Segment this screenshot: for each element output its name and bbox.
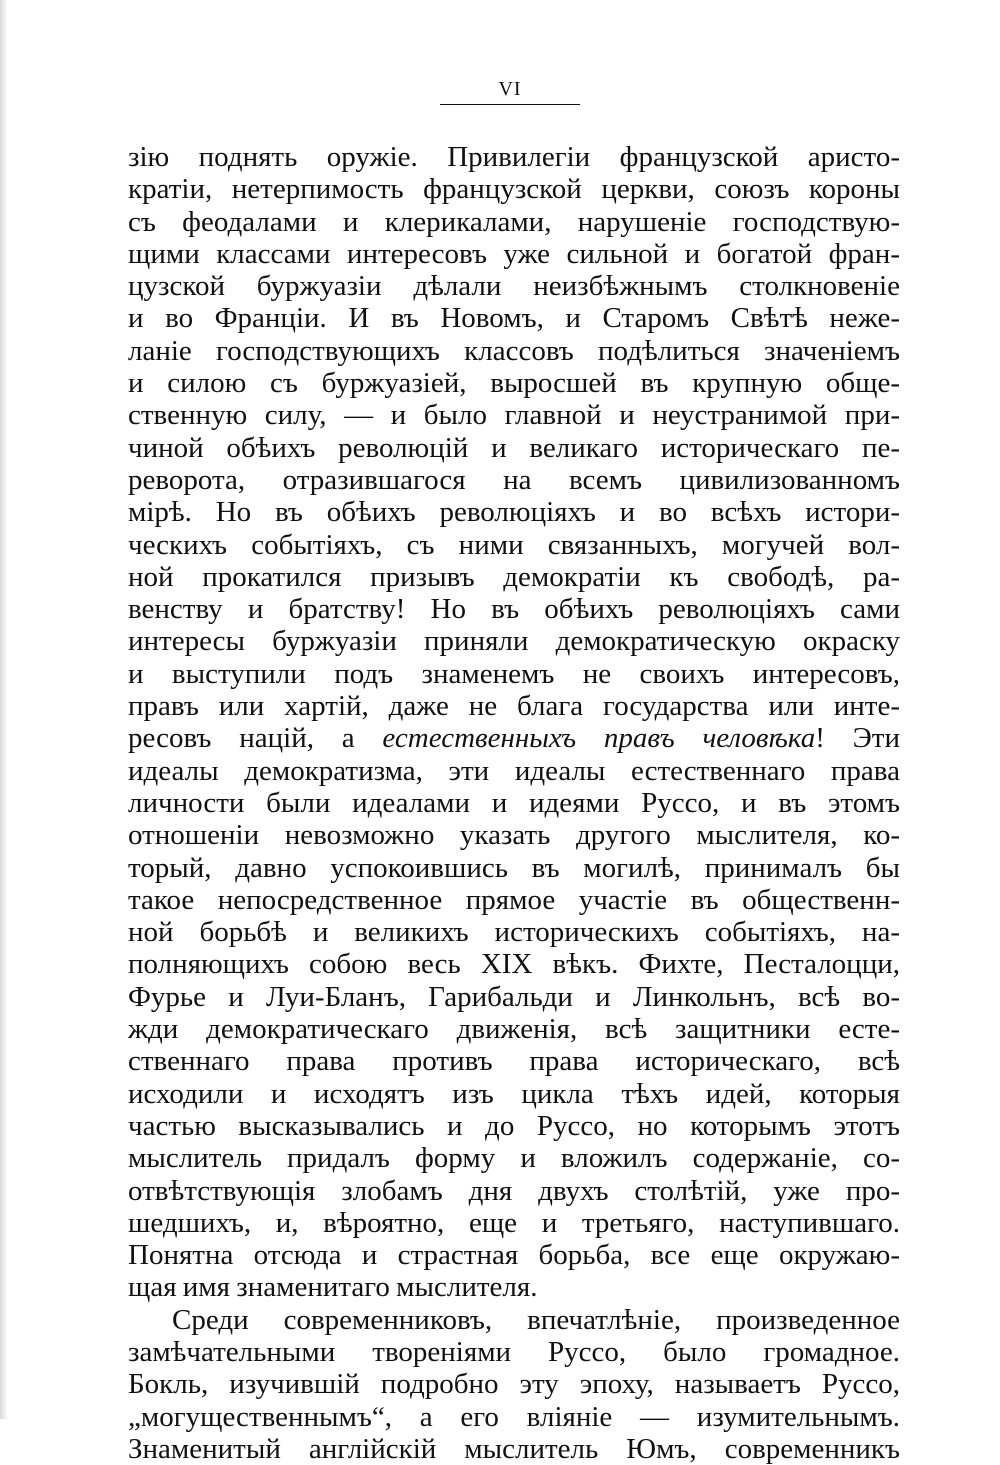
text-line: личности были идеалами и идеями Руссо, и въ этомъ — [128, 786, 900, 819]
header-rule — [440, 104, 580, 105]
text-run: ресовъ націй, а — [128, 722, 383, 755]
text-line: отношеніи невозможно указать другого мыслителя, ко- — [128, 819, 900, 852]
text-line: щая имя знаменитаго мыслителя. — [128, 1271, 538, 1304]
text-line: ственнаго права противъ права историческаго, всѣ — [128, 1045, 900, 1078]
text-line: такое непосредственное прямое участіе въ общественн- — [128, 883, 900, 916]
text-line: зію поднять оружіе. Привилегіи французской аристо- — [128, 141, 900, 173]
text-line: и выступили подъ знаменемъ не своихъ интересовъ, — [128, 657, 900, 690]
text-line: жди демократическаго движенія, всѣ защитники есте- — [128, 1013, 900, 1046]
text-line: интересы буржуазіи приняли демократическую окраску — [128, 625, 900, 658]
text-line: замѣчательными твореніями Руссо, было громадное. — [128, 1335, 900, 1368]
text-line: цузской буржуазіи дѣлали неизбѣжнымъ столкновеніе — [128, 270, 900, 303]
text-line: реворота, отразившагося на всемъ цивилизованномъ — [128, 463, 900, 496]
text-line: правъ или хартій, даже не блага государства или инте- — [128, 690, 900, 723]
text-line: Знаменитый англійскій мыслитель Юмъ, современникъ — [128, 1432, 900, 1465]
text-line: Понятна отсюда и страстная борьба, все еще окружаю- — [128, 1239, 900, 1272]
text-line: Среди современниковъ, впечатлѣніе, произведенное — [172, 1303, 900, 1336]
text-line: полняющихъ собою весь XIX вѣкъ. Фихте, Песталоцци, — [128, 948, 900, 981]
text-line: Бокль, изучившій подробно эту эпоху, называетъ Руссо, — [128, 1368, 900, 1401]
italic-phrase: естественныхъ правъ человѣка — [382, 722, 816, 755]
page-number: VI — [498, 78, 522, 100]
text-line: и силою съ буржуазіей, выросшей въ крупную обще- — [128, 367, 900, 400]
text-line: шедшихъ, и, вѣроятно, еще и третьяго, наступившаго. — [128, 1206, 900, 1239]
text-line: „могущественнымъ“, а его вліяніе — изумительнымъ. — [128, 1400, 900, 1433]
text-line: чиной обѣихъ революцій и великаго историческаго пе- — [128, 431, 900, 464]
text-line: ной прокатился призывъ демократіи къ свободѣ, ра- — [128, 560, 900, 593]
text-line: частью высказывались и до Руссо, но которымъ этотъ — [128, 1109, 900, 1142]
text-line: съ феодалами и клерикалами, нарушеніе господствую- — [128, 205, 900, 238]
text-line: ческихъ событіяхъ, съ ними связанныхъ, могучей вол- — [128, 528, 900, 561]
paragraph-2 — [128, 1304, 900, 1465]
text-line: кратіи, нетерпимость французской церкви, союзъ короны — [128, 173, 900, 206]
text-line: мірѣ. Но въ обѣихъ революціяхъ и во всѣхъ истори- — [128, 496, 900, 529]
text-line: идеалы демократизма, эти идеалы естественнаго права — [128, 754, 900, 787]
text-line: ственную силу, — и было главной и неустранимой при- — [128, 399, 900, 432]
text-line: венству и братству! Но въ обѣихъ революціяхъ сами — [128, 593, 900, 626]
text-line: мыслитель придалъ форму и вложилъ содержаніе, со- — [128, 1142, 900, 1175]
text-line: щими классами интересовъ уже сильной и богатой фран- — [128, 237, 900, 270]
text-line: ланіе господствующихъ классовъ подѣлиться значеніемъ — [128, 334, 900, 367]
text-line: ной борьбѣ и великихъ историческихъ событіяхъ, на- — [128, 916, 900, 949]
text-line: и во Франціи. И въ Новомъ, и Старомъ Свѣтѣ неже- — [128, 302, 900, 335]
text-line-with-italic — [128, 722, 900, 754]
page-body — [128, 141, 900, 1465]
page-edge-shadow — [0, 0, 8, 1419]
text-line: Фурье и Луи-Бланъ, Гарибальди и Линкольнъ, всѣ во- — [128, 980, 900, 1013]
text-line: торый, давно успокоившись въ могилѣ, принималъ бы — [128, 851, 900, 884]
text-line: исходили и исходятъ изъ цикла тѣхъ идей, которыя — [128, 1077, 900, 1110]
paragraph-1 — [128, 141, 900, 1304]
text-line: отвѣтствующія злобамъ дня двухъ столѣтій, уже про- — [128, 1174, 900, 1207]
text-run: ! Эти — [815, 722, 901, 755]
